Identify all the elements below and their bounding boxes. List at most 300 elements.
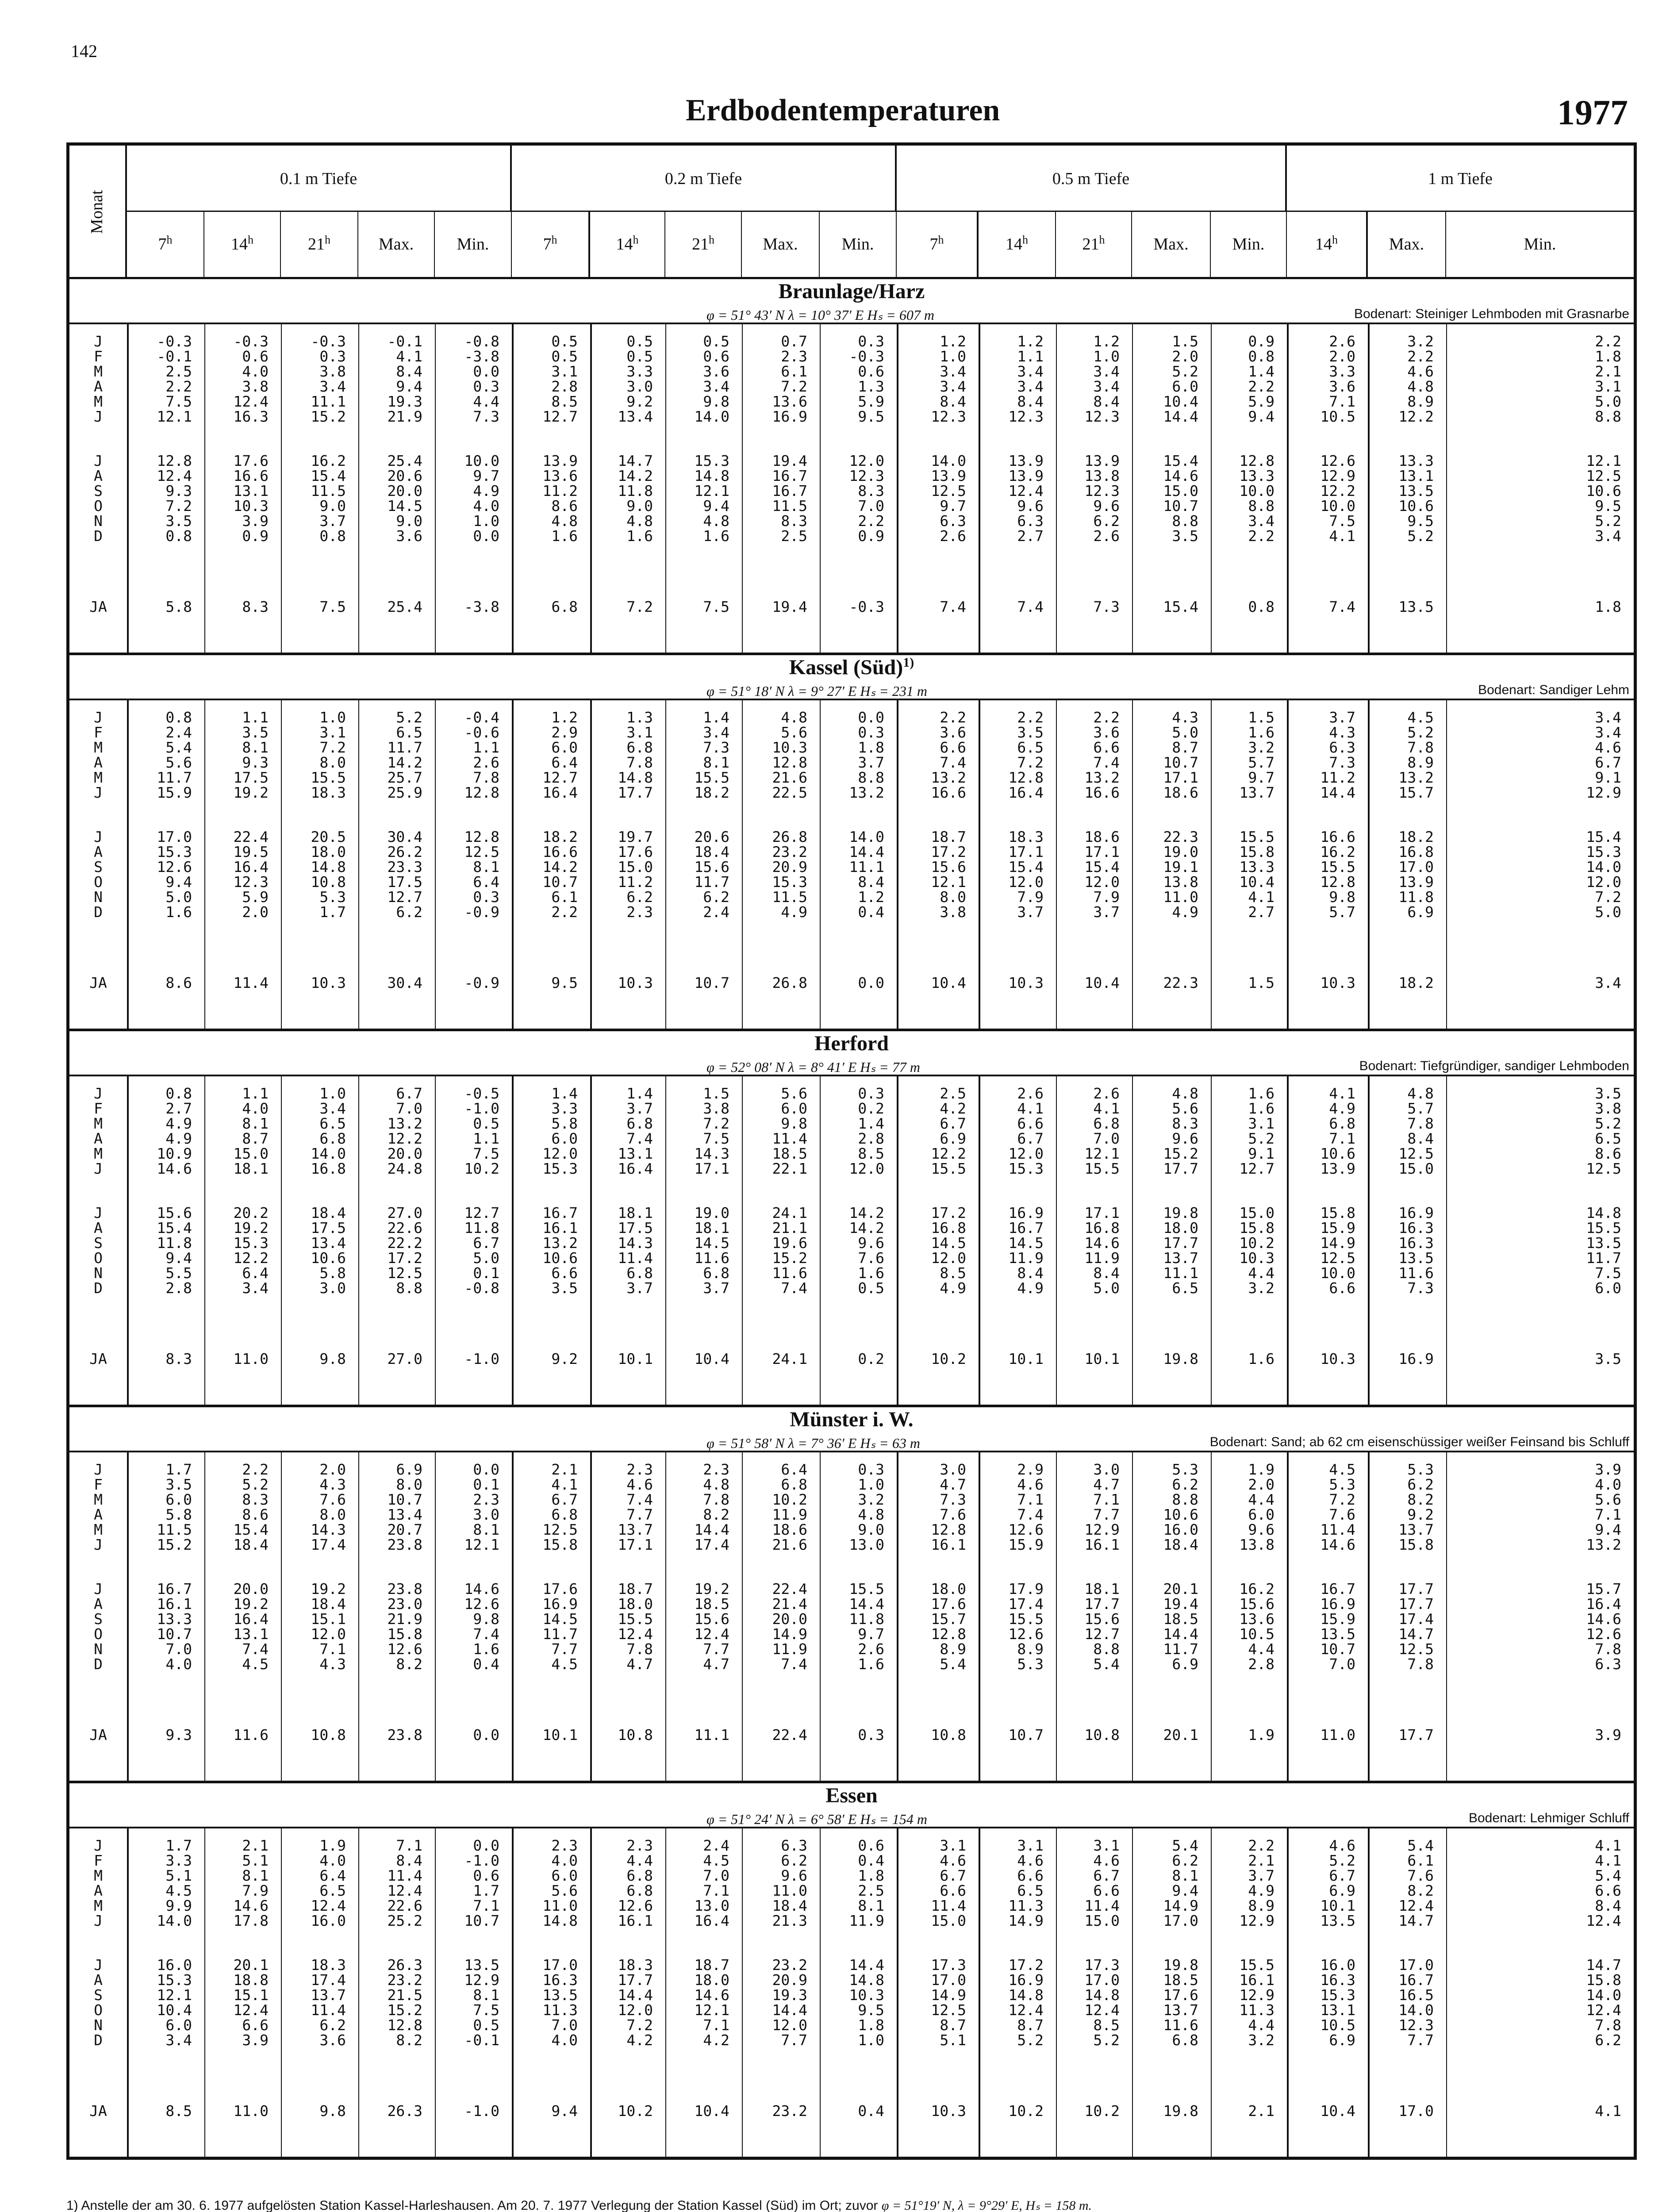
cell-value: 16.0 xyxy=(1163,1521,1198,1538)
station-header xyxy=(69,279,1634,324)
cell-value: 15.6 xyxy=(157,1204,192,1221)
cell-value: 13.5 xyxy=(542,1986,578,2004)
cell-value: 30.4 xyxy=(387,828,422,845)
cell-value: 2.6 xyxy=(1093,1085,1120,1102)
cell-value: 16.6 xyxy=(233,467,269,484)
cell-value: 10.6 xyxy=(311,1249,346,1267)
cell-value: 5.0 xyxy=(473,1249,499,1267)
sub-header-label: 14 xyxy=(616,235,633,253)
cell-value: 7.1 xyxy=(1017,1491,1044,1508)
cell-value: 4.1 xyxy=(1093,1100,1120,1117)
cell-value: 15.8 xyxy=(387,1625,422,1643)
station-header xyxy=(69,1783,1634,1828)
cell-value: 8.8 xyxy=(1595,408,1621,425)
cell-value: 3.4 xyxy=(1595,974,1621,991)
cell-value: 6.8 xyxy=(551,598,578,615)
month-label: A xyxy=(94,1971,103,1989)
cell-value: 10.8 xyxy=(931,1726,966,1743)
cell-value: 0.6 xyxy=(858,363,884,380)
cell-value: 11.4 xyxy=(387,1867,422,1884)
cell-value: 10.3 xyxy=(1320,974,1355,991)
cell-value: 13.4 xyxy=(311,1234,346,1252)
cell-value: 6.2 xyxy=(1595,2032,1621,2049)
cell-value: 6.2 xyxy=(1407,1476,1434,1493)
cell-value: 25.4 xyxy=(387,452,422,469)
cell-value: 0.3 xyxy=(858,1726,884,1743)
cell-value: 11.4 xyxy=(311,2001,346,2019)
station-section xyxy=(69,655,1634,1031)
hour-sup: h xyxy=(1332,233,1338,246)
hour-sup: h xyxy=(551,233,557,246)
cell-value: 0.8 xyxy=(319,527,346,545)
cell-value: 5.8 xyxy=(165,598,192,615)
cell-value: 11.7 xyxy=(1586,1249,1621,1267)
sub-header-4 xyxy=(358,212,435,277)
cell-value: 6.9 xyxy=(1172,1655,1198,1673)
cell-value: 2.5 xyxy=(165,363,192,380)
cell-value: 13.5 xyxy=(1398,482,1434,499)
cell-value: 13.7 xyxy=(618,1521,653,1538)
cell-value: 8.8 xyxy=(858,769,884,786)
cell-value: 10.6 xyxy=(1398,497,1434,515)
cell-value: 4.6 xyxy=(940,1852,966,1869)
cell-value: 16.9 xyxy=(1008,1971,1044,1989)
cell-value: 4.2 xyxy=(940,1100,966,1117)
cell-value: 13.7 xyxy=(311,1986,346,2004)
cell-value: 12.7 xyxy=(1084,1625,1120,1643)
cell-value: 4.7 xyxy=(1093,1476,1120,1493)
cell-value: 15.8 xyxy=(542,1536,578,1553)
cell-value: 14.5 xyxy=(931,1234,966,1252)
cell-value: 2.3 xyxy=(626,1837,653,1854)
hour-sup: h xyxy=(248,233,253,246)
depth-group-4: 1 m Tiefe xyxy=(1287,146,1634,212)
month-row xyxy=(69,1160,1634,1177)
cell-value: 9.6 xyxy=(781,1867,807,1884)
month-label: N xyxy=(94,1640,103,1658)
station-section xyxy=(69,1031,1634,1407)
cell-value: 8.9 xyxy=(940,1640,966,1658)
cell-value: 19.4 xyxy=(1163,1595,1198,1613)
cell-value: 12.9 xyxy=(1239,1986,1274,2004)
cell-value: 2.2 xyxy=(1595,333,1621,350)
cell-value: 4.1 xyxy=(1329,1085,1355,1102)
month-row xyxy=(69,784,1634,801)
cell-value: 6.5 xyxy=(396,724,422,741)
cell-value: 6.8 xyxy=(626,1867,653,1884)
cell-value: 13.9 xyxy=(1008,452,1044,469)
cell-value: 12.8 xyxy=(1239,452,1274,469)
cell-value: 11.7 xyxy=(1163,1640,1198,1658)
cell-value: 18.5 xyxy=(772,1145,807,1162)
cell-value: 4.3 xyxy=(1329,724,1355,741)
cell-value: 6.2 xyxy=(1172,1852,1198,1869)
cell-value: 4.8 xyxy=(551,512,578,530)
cell-value: 3.7 xyxy=(1017,903,1044,921)
cell-value: 8.5 xyxy=(551,393,578,410)
cell-value: 1.4 xyxy=(551,1085,578,1102)
cell-value: 3.1 xyxy=(1248,1115,1274,1132)
month-label: O xyxy=(94,497,103,515)
cell-value: 10.4 xyxy=(694,2102,729,2120)
cell-value: 3.0 xyxy=(473,1506,499,1523)
cell-value: 7.7 xyxy=(703,1640,729,1658)
cell-value: 9.5 xyxy=(551,974,578,991)
cell-value: 4.0 xyxy=(242,363,269,380)
cell-value: 6.8 xyxy=(319,1130,346,1147)
cell-value: 15.8 xyxy=(1239,843,1274,860)
cell-value: 15.5 xyxy=(1239,828,1274,845)
cell-value: 23.0 xyxy=(387,1595,422,1613)
soil-type: Bodenart: Steiniger Lehmboden mit Grasnarbe xyxy=(1354,307,1629,321)
cell-value: 12.0 xyxy=(1008,1145,1044,1162)
month-label: S xyxy=(94,1986,103,2004)
cell-value: 2.0 xyxy=(319,1461,346,1478)
cell-value: 5.6 xyxy=(551,1882,578,1899)
cell-value: 3.4 xyxy=(319,1100,346,1117)
cell-value: 7.2 xyxy=(626,2016,653,2034)
cell-value: 16.7 xyxy=(1398,1971,1434,1989)
cell-value: 5.7 xyxy=(1329,903,1355,921)
cell-value: 19.6 xyxy=(772,1234,807,1252)
cell-value: 0.8 xyxy=(165,1085,192,1102)
cell-value: 9.4 xyxy=(551,2102,578,2120)
station-name xyxy=(69,1031,1634,1056)
cell-value: 0.0 xyxy=(473,1726,499,1743)
cell-value: 10.7 xyxy=(1163,754,1198,771)
month-row xyxy=(69,1265,1634,1282)
cell-value: 16.1 xyxy=(1239,1971,1274,1989)
cell-value: 12.0 xyxy=(1008,873,1044,891)
cell-value: 3.4 xyxy=(1595,709,1621,726)
cell-value: 11.4 xyxy=(233,974,269,991)
cell-value: 7.1 xyxy=(396,1837,422,1854)
month-label: A xyxy=(94,1595,103,1613)
cell-value: 7.4 xyxy=(781,1279,807,1297)
cell-value: 2.0 xyxy=(242,903,269,921)
cell-value: 7.1 xyxy=(319,1640,346,1658)
month-row xyxy=(69,1536,1634,1553)
cell-value: 2.3 xyxy=(626,903,653,921)
station-header xyxy=(69,655,1634,700)
month-label: JA xyxy=(89,598,107,615)
cell-value: 13.2 xyxy=(931,769,966,786)
cell-value: 3.4 xyxy=(940,363,966,380)
cell-value: 9.2 xyxy=(551,1350,578,1367)
sub-header-3 xyxy=(281,212,358,277)
cell-value: 2.0 xyxy=(1248,1476,1274,1493)
cell-value: 7.8 xyxy=(1407,1115,1434,1132)
cell-value: 25.9 xyxy=(387,784,422,801)
cell-value: 4.9 xyxy=(781,903,807,921)
cell-value: 7.8 xyxy=(626,754,653,771)
cell-value: 12.0 xyxy=(849,1160,884,1177)
cell-value: 6.5 xyxy=(1595,1130,1621,1147)
month-label: F xyxy=(94,724,103,741)
cell-value: 21.1 xyxy=(772,1219,807,1237)
cell-value: 15.3 xyxy=(542,1160,578,1177)
cell-value: 12.0 xyxy=(772,2016,807,2034)
cell-value: 20.9 xyxy=(772,858,807,876)
cell-value: -0.5 xyxy=(464,1085,499,1102)
cell-value: 4.4 xyxy=(1248,1640,1274,1658)
cell-value: 1.1 xyxy=(242,1085,269,1102)
cell-value: 11.7 xyxy=(694,873,729,891)
cell-value: 10.8 xyxy=(1084,1726,1120,1743)
cell-value: 17.0 xyxy=(542,1956,578,1974)
cell-value: 3.5 xyxy=(1017,724,1044,741)
hour-sup: h xyxy=(633,233,639,246)
month-row xyxy=(69,1100,1634,1117)
cell-value: 5.4 xyxy=(165,739,192,756)
month-label: N xyxy=(94,888,103,906)
cell-value: 3.0 xyxy=(626,378,653,395)
cell-value: 18.8 xyxy=(233,1971,269,1989)
cell-value: 11.1 xyxy=(694,1726,729,1743)
cell-value: 6.7 xyxy=(396,1085,422,1102)
cell-value: 22.2 xyxy=(387,1234,422,1252)
cell-value: 6.5 xyxy=(1172,1279,1198,1297)
cell-value: 1.6 xyxy=(1248,1350,1274,1367)
cell-value: 12.3 xyxy=(1008,408,1044,425)
month-label: M xyxy=(94,393,103,410)
hour-sup: h xyxy=(325,233,330,246)
cell-value: 4.1 xyxy=(1595,1852,1621,1869)
cell-value: 9.7 xyxy=(940,497,966,515)
cell-value: 2.1 xyxy=(1248,2102,1274,2120)
cell-value: 0.6 xyxy=(703,348,729,365)
cell-value: 8.5 xyxy=(858,1145,884,1162)
cell-value: 11.3 xyxy=(1239,2001,1274,2019)
cell-value: 14.0 xyxy=(694,408,729,425)
sub-header-label: Max. xyxy=(763,235,798,253)
cell-value: 7.0 xyxy=(551,2016,578,2034)
cell-value: 13.9 xyxy=(1320,1160,1355,1177)
cell-value: 12.5 xyxy=(1586,467,1621,484)
cell-value: 12.5 xyxy=(1320,1249,1355,1267)
month-label: M xyxy=(94,769,103,786)
cell-value: 1.0 xyxy=(319,709,346,726)
cell-value: 12.5 xyxy=(387,1264,422,1282)
cell-value: 5.4 xyxy=(1595,1867,1621,1884)
cell-value: 12.7 xyxy=(1239,1160,1274,1177)
cell-value: 16.4 xyxy=(542,784,578,801)
month-label: F xyxy=(94,1852,103,1869)
cell-value: 2.2 xyxy=(940,709,966,726)
cell-value: 2.2 xyxy=(1248,1837,1274,1854)
cell-value: 13.9 xyxy=(1398,873,1434,891)
cell-value: 3.5 xyxy=(551,1279,578,1297)
cell-value: 0.3 xyxy=(473,888,499,906)
cell-value: 17.7 xyxy=(618,1971,653,1989)
month-label: JA xyxy=(89,1726,107,1743)
cell-value: 1.2 xyxy=(1017,333,1044,350)
cell-value: -0.9 xyxy=(464,903,499,921)
cell-value: 10.6 xyxy=(542,1249,578,1267)
cell-value: 14.6 xyxy=(233,1897,269,1914)
cell-value: 10.7 xyxy=(1163,497,1198,515)
cell-value: 6.3 xyxy=(1017,512,1044,530)
cell-value: 13.8 xyxy=(1163,873,1198,891)
cell-value: 11.0 xyxy=(233,1350,269,1367)
cell-value: 5.2 xyxy=(1595,1115,1621,1132)
cell-value: 15.5 xyxy=(618,1610,653,1628)
cell-value: 6.4 xyxy=(242,1264,269,1282)
sub-header-5 xyxy=(435,212,512,277)
cell-value: 12.9 xyxy=(1084,1521,1120,1538)
depth-group-2: 0.2 m Tiefe xyxy=(512,146,897,212)
cell-value: 7.7 xyxy=(1407,2032,1434,2049)
cell-value: 16.4 xyxy=(618,1160,653,1177)
cell-value: 2.8 xyxy=(165,1279,192,1297)
cell-value: 6.4 xyxy=(473,873,499,891)
cell-value: 15.9 xyxy=(1320,1610,1355,1628)
cell-value: 14.4 xyxy=(1163,1625,1198,1643)
cell-value: 1.4 xyxy=(1248,363,1274,380)
cell-value: 0.6 xyxy=(858,1837,884,1854)
cell-value: 23.2 xyxy=(772,843,807,860)
cell-value: 8.1 xyxy=(242,1115,269,1132)
cell-value: 17.0 xyxy=(1084,1971,1120,1989)
cell-value: 1.1 xyxy=(473,1130,499,1147)
cell-value: 5.3 xyxy=(1172,1461,1198,1478)
cell-value: 3.9 xyxy=(242,2032,269,2049)
cell-value: 17.5 xyxy=(311,1219,346,1237)
cell-value: 6.0 xyxy=(1595,1279,1621,1297)
cell-value: 22.5 xyxy=(772,784,807,801)
cell-value: 14.6 xyxy=(1084,1234,1120,1252)
cell-value: 10.3 xyxy=(1239,1249,1274,1267)
cell-value: 11.8 xyxy=(1398,888,1434,906)
cell-value: 0.2 xyxy=(858,1350,884,1367)
cell-value: 8.1 xyxy=(242,1867,269,1884)
cell-value: 14.9 xyxy=(1320,1234,1355,1252)
cell-value: 15.8 xyxy=(1398,1536,1434,1553)
month-label: F xyxy=(94,348,103,365)
cell-value: 16.9 xyxy=(542,1595,578,1613)
cell-value: 6.0 xyxy=(551,1130,578,1147)
cell-value: 7.8 xyxy=(703,1491,729,1508)
cell-value: 22.4 xyxy=(233,828,269,845)
cell-value: 15.4 xyxy=(1084,858,1120,876)
cell-value: 14.4 xyxy=(618,1986,653,2004)
cell-value: 17.3 xyxy=(1084,1956,1120,1974)
cell-value: 1.0 xyxy=(858,1476,884,1493)
cell-value: 15.7 xyxy=(1586,1580,1621,1598)
cell-value: 10.7 xyxy=(542,873,578,891)
cell-value: 14.8 xyxy=(311,858,346,876)
cell-value: 3.1 xyxy=(940,1837,966,1854)
sub-header-11 xyxy=(897,212,979,277)
cell-value: 11.3 xyxy=(542,2001,578,2019)
cell-value: 13.9 xyxy=(931,467,966,484)
cell-value: 12.7 xyxy=(542,408,578,425)
month-label: N xyxy=(94,2016,103,2034)
cell-value: 5.2 xyxy=(1172,363,1198,380)
cell-value: 9.6 xyxy=(858,1234,884,1252)
cell-value: 9.5 xyxy=(1407,512,1434,530)
cell-value: 6.0 xyxy=(1172,378,1198,395)
cell-value: 16.3 xyxy=(1398,1234,1434,1252)
month-label: F xyxy=(94,1100,103,1117)
cell-value: 9.8 xyxy=(319,1350,346,1367)
cell-value: 12.2 xyxy=(233,1249,269,1267)
cell-value: 1.4 xyxy=(703,709,729,726)
month-label: J xyxy=(94,784,103,801)
cell-value: 24.1 xyxy=(772,1350,807,1367)
cell-value: 17.2 xyxy=(1008,1956,1044,1974)
cell-value: 12.4 xyxy=(1586,2001,1621,2019)
cell-value: 7.9 xyxy=(1093,888,1120,906)
cell-value: 12.6 xyxy=(1008,1521,1044,1538)
cell-value: 12.4 xyxy=(1586,1912,1621,1929)
cell-value: 7.5 xyxy=(1329,512,1355,530)
cell-value: 3.1 xyxy=(1093,1837,1120,1854)
cell-value: 17.0 xyxy=(1398,1956,1434,1974)
month-label: M xyxy=(94,739,103,756)
cell-value: 12.2 xyxy=(1320,482,1355,499)
cell-value: 16.3 xyxy=(1320,1971,1355,1989)
cell-value: 8.7 xyxy=(940,2016,966,2034)
cell-value: 7.9 xyxy=(1017,888,1044,906)
cell-value: 17.6 xyxy=(233,452,269,469)
cell-value: 16.1 xyxy=(931,1536,966,1553)
cell-value: 10.0 xyxy=(1239,482,1274,499)
cell-value: 18.5 xyxy=(694,1595,729,1613)
cell-value: 4.8 xyxy=(858,1506,884,1523)
cell-value: 11.6 xyxy=(1163,2016,1198,2034)
cell-value: 15.3 xyxy=(157,1971,192,1989)
cell-value: 15.4 xyxy=(311,467,346,484)
cell-value: 17.7 xyxy=(1398,1726,1434,1743)
cell-value: 2.1 xyxy=(242,1837,269,1854)
cell-value: 26.8 xyxy=(772,974,807,991)
cell-value: 11.8 xyxy=(464,1219,499,1237)
cell-value: 3.5 xyxy=(165,1476,192,1493)
cell-value: 8.8 xyxy=(1172,1491,1198,1508)
cell-value: 9.3 xyxy=(165,1726,192,1743)
cell-value: 2.3 xyxy=(551,1837,578,1854)
cell-value: 12.8 xyxy=(1320,873,1355,891)
cell-value: 17.0 xyxy=(1398,858,1434,876)
month-row xyxy=(69,904,1634,921)
cell-value: 5.0 xyxy=(1093,1279,1120,1297)
cell-value: 6.0 xyxy=(165,1491,192,1508)
cell-value: 17.0 xyxy=(1163,1912,1198,1929)
cell-value: 7.4 xyxy=(1017,598,1044,615)
cell-value: 24.8 xyxy=(387,1160,422,1177)
cell-value: 15.2 xyxy=(387,2001,422,2019)
cell-value: 8.2 xyxy=(1407,1882,1434,1899)
cell-value: 6.5 xyxy=(319,1882,346,1899)
cell-value: 8.3 xyxy=(242,598,269,615)
cell-value: 7.8 xyxy=(1595,1640,1621,1658)
cell-value: 9.1 xyxy=(1248,1145,1274,1162)
cell-value: 16.2 xyxy=(1239,1580,1274,1598)
cell-value: 7.4 xyxy=(626,1130,653,1147)
cell-value: 15.0 xyxy=(618,858,653,876)
cell-value: 3.7 xyxy=(319,512,346,530)
sub-header-16 xyxy=(1287,212,1368,277)
cell-value: 4.6 xyxy=(1017,1852,1044,1869)
cell-value: 21.9 xyxy=(387,1610,422,1628)
cell-value: 6.9 xyxy=(1407,903,1434,921)
cell-value: 16.0 xyxy=(157,1956,192,1974)
cell-value: 14.9 xyxy=(772,1625,807,1643)
cell-value: 10.1 xyxy=(1008,1350,1044,1367)
cell-value: 4.0 xyxy=(1595,1476,1621,1493)
cell-value: 13.8 xyxy=(1239,1536,1274,1553)
